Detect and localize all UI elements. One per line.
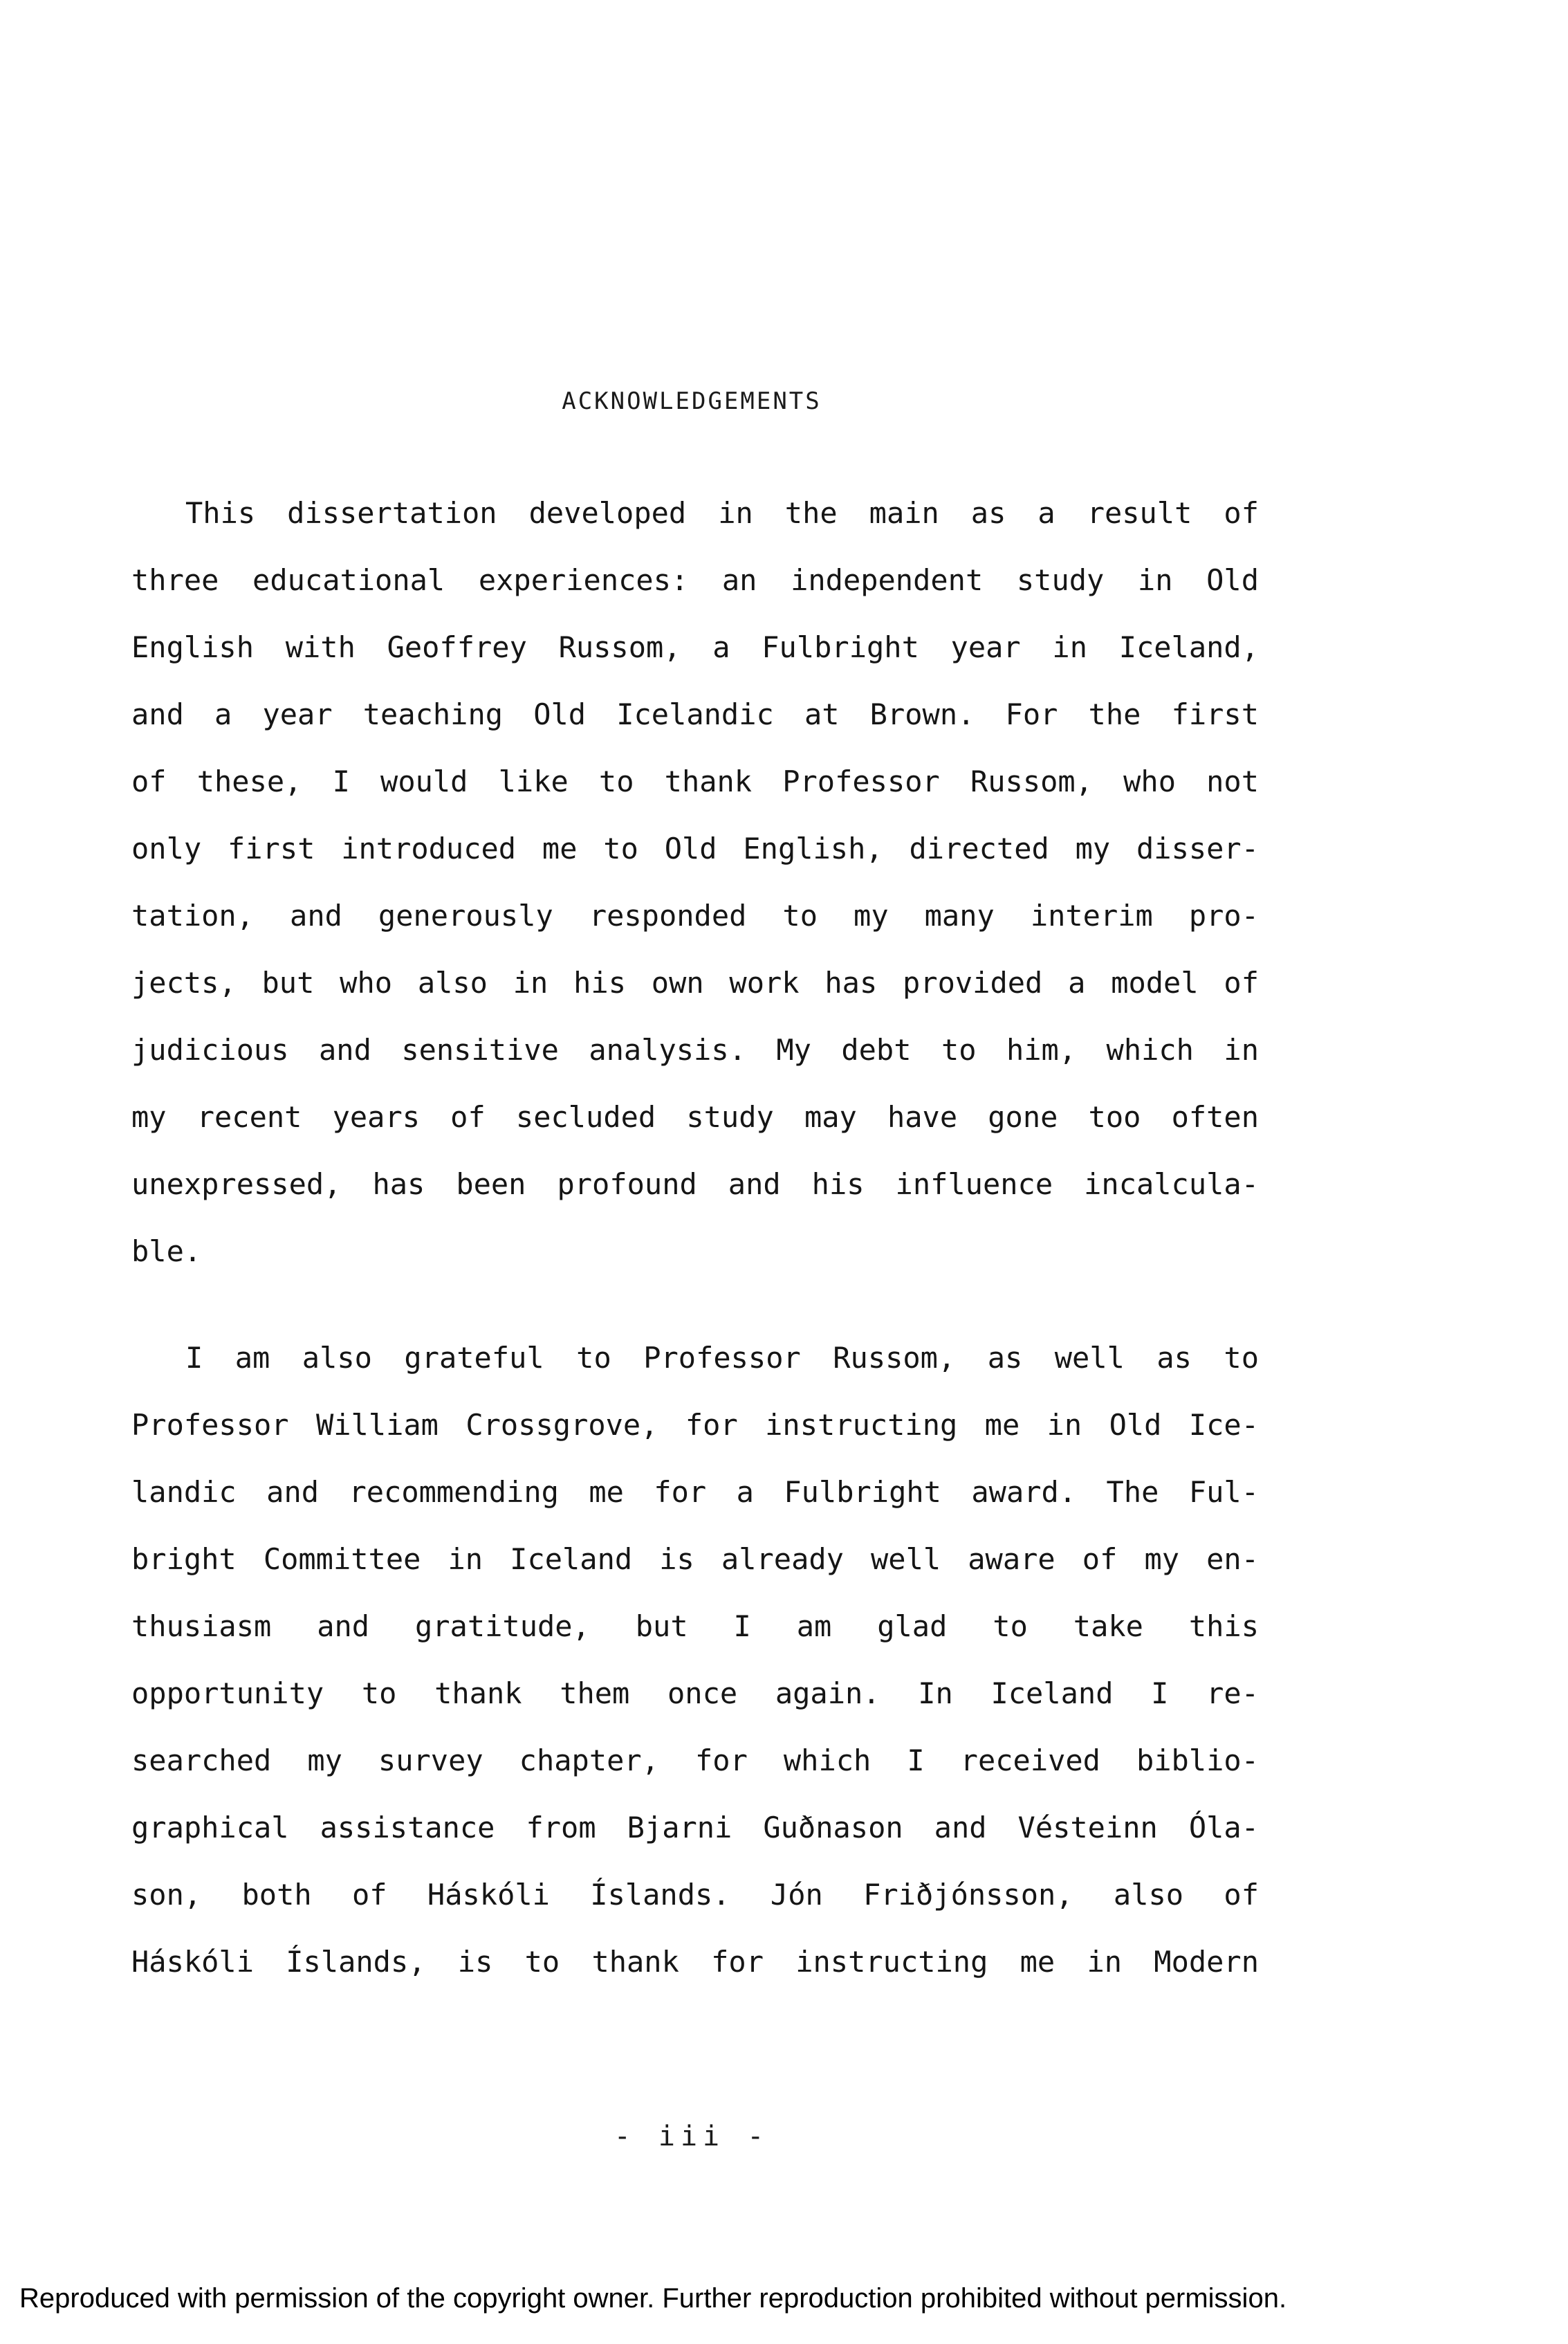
paragraph-2-line-2: Professor William Crossgrove, for instructing me in Old Ice- (131, 1408, 1259, 1442)
paragraph-2-line-9: son, both of Háskóli Íslands. Jón Friðjónsson, also of (131, 1878, 1259, 1912)
paragraph-2-line-5: thusiasm and gratitude, but I am glad to take this (131, 1609, 1259, 1643)
page-number: - iii - (614, 2121, 770, 2152)
paragraph-1-line-11: unexpressed, has been profound and his influence incalcula- (131, 1167, 1259, 1201)
paragraph-2-line-8: graphical assistance from Bjarni Guðnason and Vésteinn Óla- (131, 1811, 1259, 1844)
paragraph-2-line-10: Háskóli Íslands, is to thank for instructing me in Modern (131, 1945, 1259, 1979)
paragraph-1-line-10: my recent years of secluded study may have gone too often (131, 1100, 1259, 1134)
paragraph-1-line-7: tation, and generously responded to my many interim pro- (131, 899, 1259, 933)
page-heading: ACKNOWLEDGEMENTS (562, 387, 822, 415)
paragraph-2-line-7: searched my survey chapter, for which I received biblio- (131, 1743, 1259, 1777)
paragraph-1-line-12: ble. (131, 1234, 202, 1268)
paragraph-1-line-5: of these, I would like to thank Professor Russom, who not (131, 764, 1259, 798)
paragraph-1-line-9: judicious and sensitive analysis. My debt to him, which in (131, 1033, 1259, 1067)
paragraph-1-line-4: and a year teaching Old Icelandic at Brown. For the first (131, 697, 1259, 731)
paragraph-1-line-1: This dissertation developed in the main as a result of (185, 496, 1259, 530)
paragraph-1-line-6: only first introduced me to Old English, directed my disser- (131, 832, 1259, 866)
paragraph-1-line-8: jects, but who also in his own work has provided a model of (131, 966, 1259, 1000)
paragraph-2-line-6: opportunity to thank them once again. In Iceland I re- (131, 1676, 1259, 1710)
paragraph-2-line-4: bright Committee in Iceland is already well aware of my en- (131, 1542, 1259, 1576)
paragraph-2-line-3: landic and recommending me for a Fulbright award. The Ful- (131, 1475, 1259, 1509)
paragraph-1-line-2: three educational experiences: an independent study in Old (131, 563, 1259, 597)
paragraph-2-line-1: I am also grateful to Professor Russom, as well as to (185, 1341, 1259, 1375)
paragraph-1-line-3: English with Geoffrey Russom, a Fulbright year in Iceland, (131, 630, 1259, 664)
copyright-notice: Reproduced with permission of the copyright owner. Further reproduction prohibited without permission. (19, 2283, 1287, 2314)
